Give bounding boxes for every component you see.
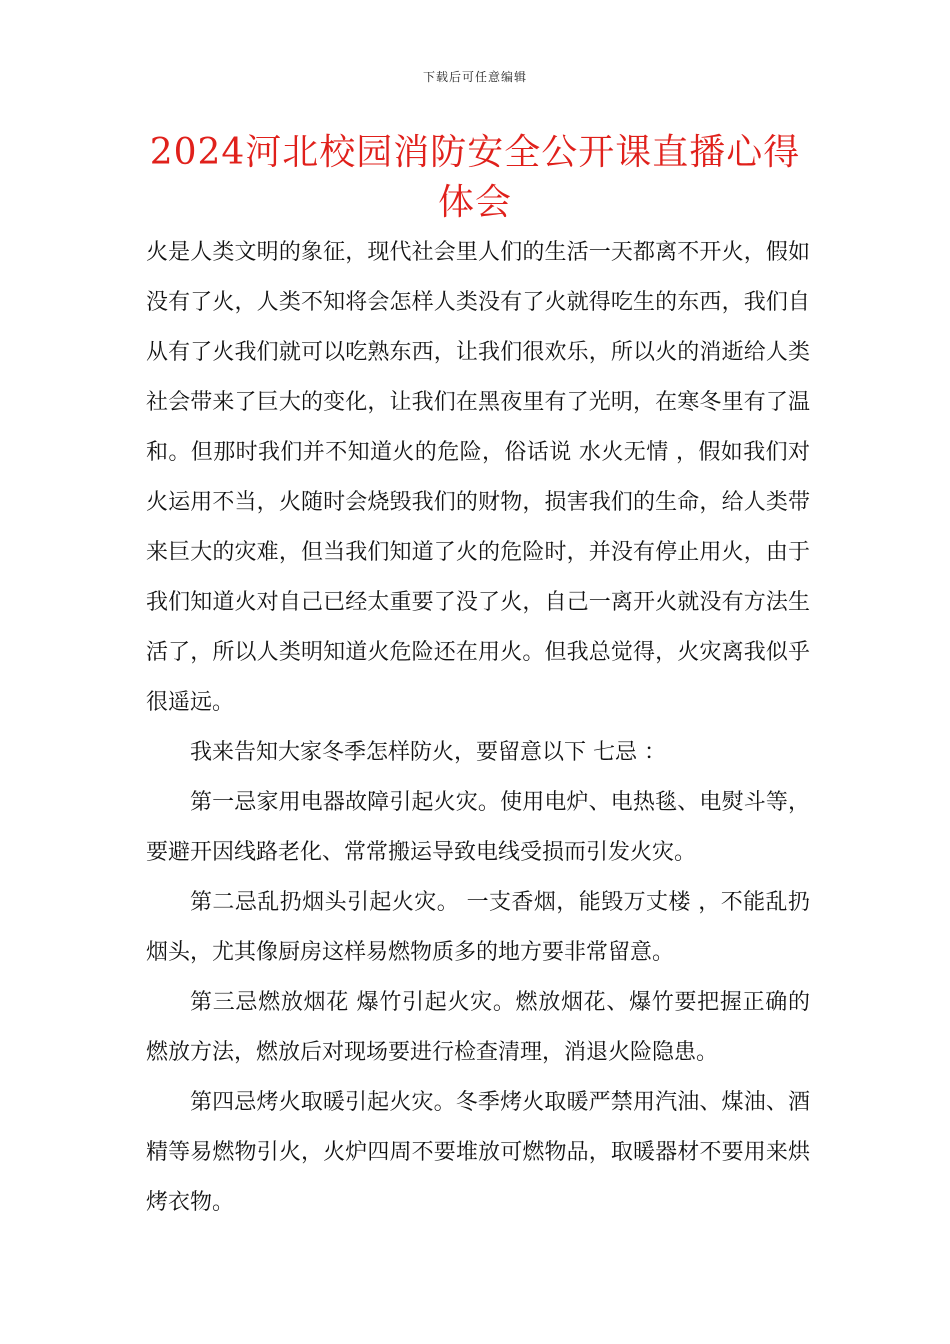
paragraph-taboo-1: 第一忌家用电器故障引起火灾。使用电炉、电热毯、电熨斗等，要避开因线路老化、常常搬运导致电线受损而引发火灾。 [146,790,810,865]
paragraph-taboo-4: 第四忌烤火取暖引起火灾。冬季烤火取暖严禁用汽油、煤油、酒精等易燃物引火，火炉四周不要堆放可燃物品，取暖器材不要用来烘烤衣物。 [146,1090,810,1215]
document-title: 2024河北校园消防安全公开课直播心得体会 [149,132,801,223]
document-body [146,228,810,1228]
paragraph-taboo-2: 第二忌乱扔烟头引起火灾。 一支香烟，能毁万丈楼 ，不能乱扔烟头，尤其像厨房这样易燃物质多的地方要非常留意。 [146,890,810,965]
paragraph-taboo-3: 第三忌燃放烟花 爆竹引起火灾。燃放烟花、爆竹要把握正确的燃放方法，燃放后对现场要进行检查清理，消退火险隐患。 [146,990,810,1065]
paragraph-seven-taboos: 我来告知大家冬季怎样防火，要留意以下 七忌 ： [190,740,666,765]
header-note: 下载后可任意编辑 [422,70,527,84]
paragraph-intro: 火是人类文明的象征，现代社会里人们的生活一天都离不开火，假如没有了火，人类不知将会怎样人类没有了火就得吃生的东西，我们自从有了火我们就可以吃熟东西，让我们很欢乐，所以火的消逝给人类社会带来了巨大的变化，让我们在黑夜里有了光明，在寒冬里有了温和。但那时我们并不知道火的危险，俗话说 水火无情 ，假如我们对火运用不当，火随时会烧毁我们的财物，损害我们的生命，给人类带来巨大的灾难，但当我们知道了火的危险时，并没有停止用火，由于我们知道火对自己已经太重要了没了火，自己一离开火就没有方法生活了，所以人类明知道火危险还在用火。但我总觉得，火灾离我似乎很遥远。 [146,240,810,715]
